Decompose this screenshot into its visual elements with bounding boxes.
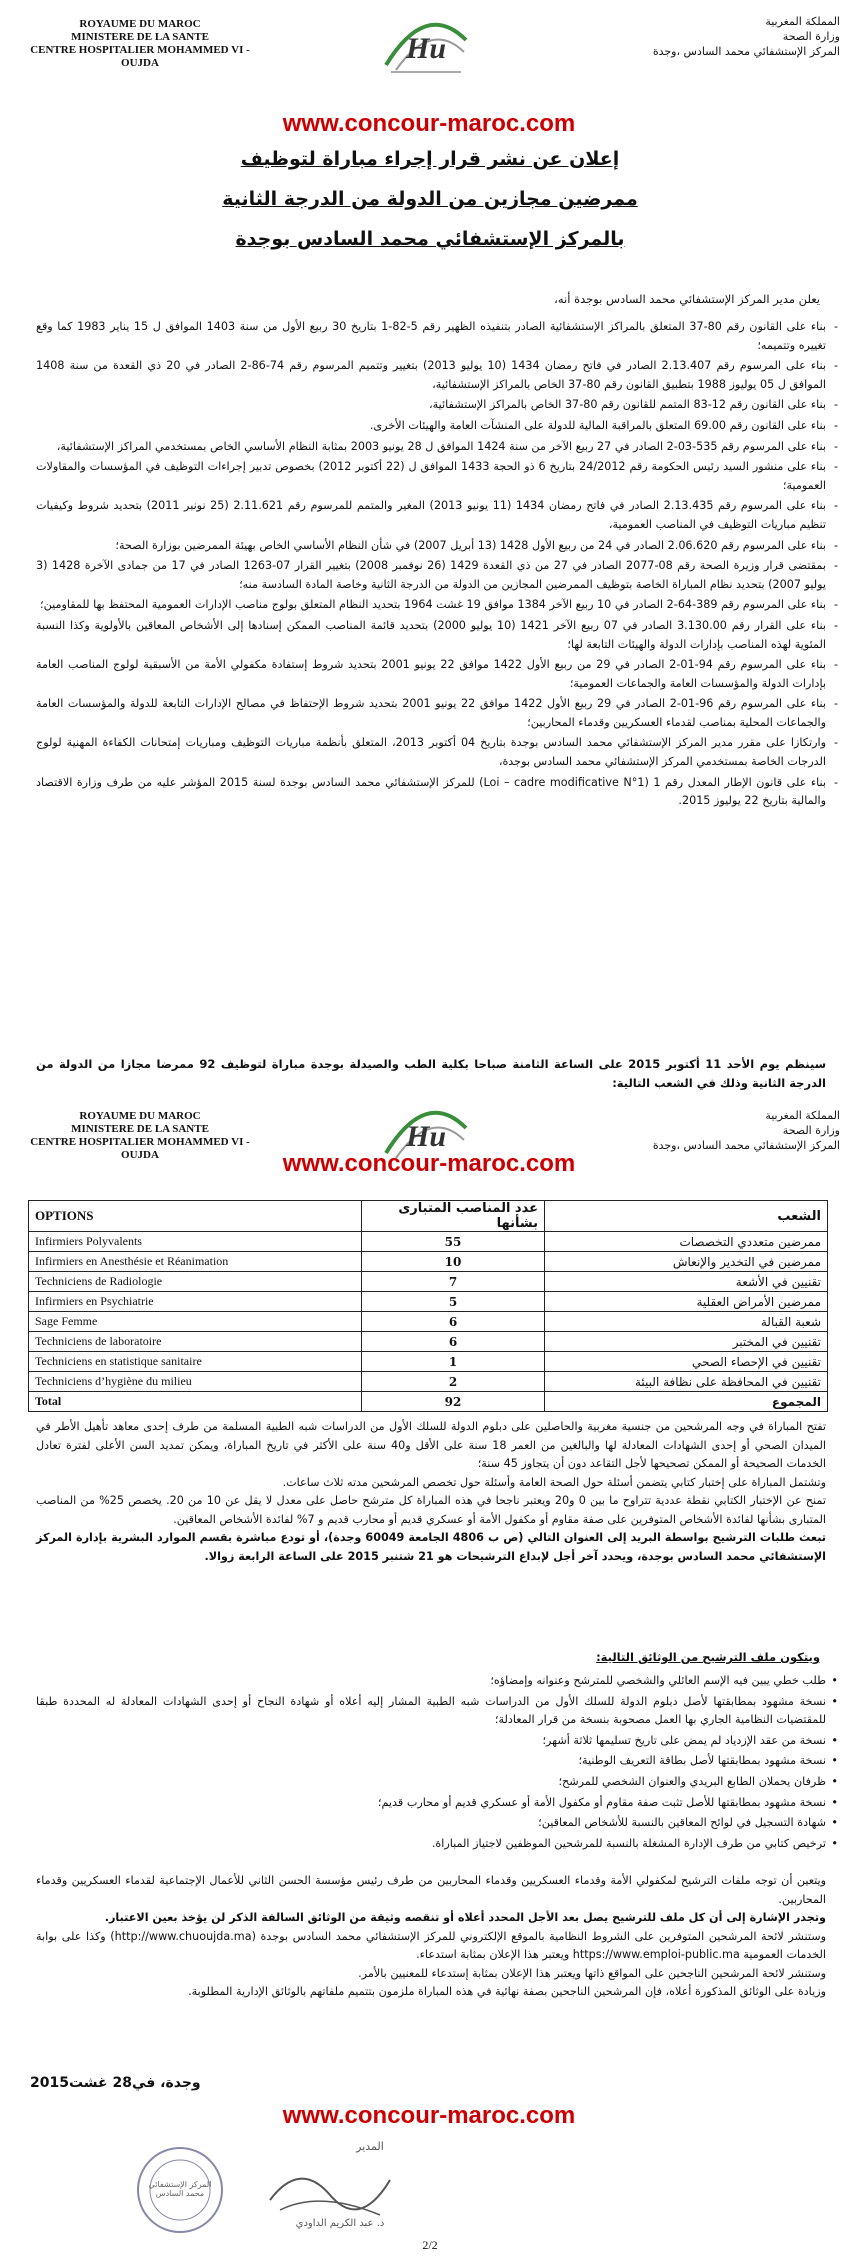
page-number: 2/2 (422, 2238, 438, 2252)
signature-block (120, 2140, 440, 2240)
title-line-1: إعلان عن نشر قرار إجراء مباراة لتوظيف (240, 148, 620, 170)
closing-paragraph: وستنشر لائحة المرشحين المتوفرين على الشروط النظامية بالموقع الإلكتروني للمركز الإستشفائي محمد السادس بوجدة (http://www.chuoujda.ma) وكذا على بوابة الخدمات العمومية https://www.emploi-public.ma ويعتبر هذا الإعلان بمثابة استدعاء. (36, 1929, 827, 1961)
option-cell: Infirmiers en Anesthésie et Réanimation (29, 1252, 362, 1272)
count-cell: 7 (362, 1272, 545, 1292)
branch-cell: شعبة القبالة (545, 1312, 828, 1332)
legal-basis-item: - بمقتضى قرار وزيرة الصحة رقم 08-2077 الصادر في 27 من ذي القعدة 1429 (26 نوفمبر 2008) بتغيير القرار 07-1263 الصادر في 17 من جمادى الآخرة 1428 (3 يوليو 2007) بتحديد نظام المباراة الخاصة بتوظيف الممرضين المجازين من الدولة من الدرجة الثانية وخاصة المادة السادسة منه؛ (36, 557, 826, 594)
header-ar-line: المملكة المغربية (765, 15, 840, 28)
header-ar-line: وزارة الصحة (782, 30, 840, 43)
closing-paragraph: وتجدر الإشارة إلى أن كل ملف للترشيح يصل بعد الأجل المحدد أعلاه أو تنقصه وثيقة من الوثائق السالفة الذكر لن يؤخذ بعين الاعتبار. (104, 1911, 826, 1924)
legal-basis-item: - بناء على القانون رقم 12-83 المتمم للقانون رقم 80-37 الخاص بالمراكز الإستشفائية، (36, 396, 826, 415)
option-cell: Techniciens en statistique sanitaire (29, 1352, 362, 1372)
title-line-3: بالمركز الإستشفائي محمد السادس بوجدة (235, 228, 625, 250)
count-cell: 10 (362, 1252, 545, 1272)
option-cell: Infirmiers en Psychiatrie (29, 1292, 362, 1312)
option-cell: Techniciens d’hygiène du milieu (29, 1372, 362, 1392)
header-fr-line: ROYAUME DU MAROC (79, 1110, 201, 1122)
closing-paragraph: ويتعين أن توجه ملفات الترشيح لمكفولي الأمة وقدماء العسكريين وقدماء المحاربين من طرف رئيس مؤسسة الحسن الثاني للأعمال الإجتماعية لقدماء العسكريين وقدماء المحاربين. (36, 1874, 826, 1906)
dossier-item: • نسخة مشهود بمطابقتها للأصل تثبت صفة مقاوم أو مكفول الأمة أو عسكري قديم أو محارب قديم؛ (36, 1794, 826, 1813)
legal-basis-item: - بناء على المرسوم رقم 389-64-2 الصادر في 10 ربيع الآخر 1384 موافق 19 غشت 1964 بتحديد النظام المتعلق بولوج مناصب الإدارات العمومية المحتفظ بها للمقاومين؛ (36, 596, 826, 615)
legal-basis-item: - بناء على المرسوم رقم 2.13.407 الصادر في فاتح رمضان 1434 (10 يوليو 2013) بتغيير وتتميم المرسوم رقم 74-86-2 الصادر في 20 ذي القعدة من سنة 1408 الموافق ل 05 يوليوز 1988 بتطبيق القانون رقم 80-37 الخاص بالمراكز الإستشفائية، (36, 357, 826, 394)
table-row (29, 1372, 828, 1392)
col-count-header: عدد المناصب المتبارى بشأنها (362, 1201, 545, 1232)
count-cell: 6 (362, 1312, 545, 1332)
branch-cell: تقنيين في المحافظة على نظافة البيئة (545, 1372, 828, 1392)
dossier-list (36, 1672, 842, 1855)
table-total-row (29, 1392, 828, 1412)
table-row (29, 1232, 828, 1252)
header-fr-line: MINISTERE DE LA SANTE (71, 1123, 209, 1135)
legal-basis-item: - بناء على منشور السيد رئيس الحكومة رقم 24/2012 بتاريخ 6 ذو الحجة 1433 الموافق ل (22 أكتوبر 2012) بخصوص تدبير إجراءات التوظيف في المؤسسات والمقاولات العمومية؛ (36, 458, 826, 495)
count-cell: 6 (362, 1332, 545, 1352)
positions-table (28, 1200, 828, 1412)
dossier-item: • نسخة مشهود بمطابقتها لأصل دبلوم الدولة للسلك الأول من الدراسات شبه الطبية المشار إليه أعلاه أو شهادة النجاح أو إحدى الشهادات المعادلة له المحددة طبقا للمقتضيات النظامية الجاري بها العمل مصحوبة بنسخة من قرار المعادلة؛ (36, 1693, 826, 1730)
count-cell: 2 (362, 1372, 545, 1392)
legal-basis-item: - وارتكازا على مقرر مدير المركز الإستشفائي محمد السادس بوجدة بتاريخ 04 أكتوبر 2013، المتعلق بأنظمة مباريات التوظيف ومباريات إمتحانات الكفاءة المهنية لولوج الدرجات الخاصة بمستخدمي المركز الإستشفائي محمد السادس بوجدة، (36, 734, 826, 771)
conditions (36, 1418, 826, 1566)
stamp-text: المركز الإستشفائي محمد السادس (148, 2180, 212, 2198)
header-fr-line: ROYAUME DU MAROC (79, 18, 201, 30)
header-fr (20, 18, 260, 70)
count-cell: 5 (362, 1292, 545, 1312)
hospital-logo (376, 10, 476, 80)
legal-basis-item: - بناء على القرار رقم 3.130.00 الصادر في 07 ربيع الآخر 1421 (10 يوليو 2000) بتحديد قائمة المناصب الممكن إسنادها إلى الأشخاص المعاقين بالأولوية وكذا النسبة المئوية لهذه المناصب بإدارات الدولة والهيئات التابعة لها؛ (36, 617, 826, 654)
legal-basis-item: - بناء على المرسوم رقم 2.06.620 الصادر في 24 من ربيع الأول 1428 (13 أبريل 2007) في شأن النظام الأساسي الخاص بهيئة الممرضين بوزارة الصحة؛ (36, 537, 826, 556)
header-fr-line: CENTRE HOSPITALIER MOHAMMED VI - OUJDA (30, 1136, 250, 1161)
intro-text: يعلن مدير المركز الإستشفائي محمد السادس بوجدة أنه، (554, 292, 820, 306)
col-options-header: OPTIONS (29, 1201, 362, 1232)
table-row (29, 1332, 828, 1352)
header-ar-line: وزارة الصحة (782, 1124, 840, 1137)
table-row (29, 1352, 828, 1372)
branch-cell: ممرضين متعددي التخصصات (545, 1232, 828, 1252)
option-cell: Techniciens de Radiologie (29, 1272, 362, 1292)
dossier-item: • ظرفان يحملان الطابع البريدي والعنوان الشخصي للمرشح؛ (36, 1773, 826, 1792)
legal-basis-item: - بناء على المرسوم رقم 2.13.435 الصادر في فاتح رمضان 1434 (11 يونيو 2013) المغير والمتمم للمرسوم رقم 2.11.621 (25 نونبر 2011) بتحديد شروط وكيفيات تنظيم مباريات التوظيف في المناصب العمومية، (36, 497, 826, 534)
legal-basis-item: - بناء على القانون رقم 69.00 المتعلق بالمراقبة المالية للدولة على المنشآت العامة والهيئات الأخرى. (36, 417, 826, 436)
table-row (29, 1272, 828, 1292)
count-cell: 55 (362, 1232, 545, 1252)
legal-bases-list (36, 318, 842, 813)
legal-basis-item: - بناء على قانون الإطار المعدل رقم 1 (Loi – cadre modificative N°1) للمركز الإستشفائي محمد السادس بوجدة لسنة 2015 المؤشر عليه من طرف وزارة الاقتصاد والمالية بتاريخ 22 يوليوز 2015. (36, 774, 826, 811)
announcement-text: سينظم يوم الأحد 11 أكتوبر 2015 على الساعة الثامنة صباحا بكلية الطب والصيدلة بوجدة مباراة لتوظيف 92 ممرضا مجازا من الدولة من الدرجة الثانية وذلك في الشعب التالية: (36, 1057, 827, 1090)
header-ar (600, 14, 840, 59)
table-row (29, 1252, 828, 1272)
dossier-item: • نسخة مشهود بمطابقتها لأصل بطاقة التعريف الوطنية؛ (36, 1752, 826, 1771)
count-cell: 1 (362, 1352, 545, 1372)
branch-cell: ممرضين الأمراض العقلية (545, 1292, 828, 1312)
table-row (29, 1292, 828, 1312)
header-ar-line: المملكة المغربية (765, 1109, 840, 1122)
dossier-title: ويتكون ملف الترشيح من الوثائق التالية: (596, 1650, 820, 1664)
legal-basis-item: - بناء على المرسوم رقم 94-01-2 الصادر في 29 من ربيع الأول 1422 موافق 22 يونيو 2001 بتحديد شروط إستفادة مكفولي الأمة من الأسبقية لولوج المناصب العامة بإدارات الدولة والمؤسسات العامة والجماعات العمومية؛ (36, 656, 826, 693)
header-ar-2 (600, 1108, 840, 1153)
header-ar-line: المركز الإستشفائي محمد السادس ،وجدة (652, 1139, 840, 1152)
legal-basis-item: - بناء على القانون رقم 80-37 المتعلق بالمراكز الإستشفائية الصادر بتنفيذه الظهير رقم 5-82-1 بتاريخ 30 ربيع الأول من سنة 1403 الموافق ل 15 يناير 1983 كما وقع تغييره وتتميمه؛ (36, 318, 826, 355)
dossier-item: • ترخيص كتابي من طرف الإدارة المشغلة بالنسبة للمرشحين الموظفين لاجتياز المباراة. (36, 1835, 826, 1854)
site-url-2[interactable]: www.concour-maroc.com (282, 1150, 576, 1177)
table-header-row (29, 1201, 828, 1232)
option-cell: Sage Femme (29, 1312, 362, 1332)
header-fr-line: MINISTERE DE LA SANTE (71, 31, 209, 43)
site-url[interactable]: www.concour-maroc.com (282, 110, 576, 137)
title-line-2: ممرضين مجازين من الدولة من الدرجة الثانية (222, 188, 638, 210)
dossier-item: • نسخة من عقد الإزدياد لم يمض على تاريخ تسليمها ثلاثة أشهر؛ (36, 1732, 826, 1751)
branch-cell: تقنيين في الأشعة (545, 1272, 828, 1292)
branch-cell: تقنيين في المختبر (545, 1332, 828, 1352)
branch-cell: تقنيين في الإحصاء الصحي (545, 1352, 828, 1372)
signature-name: د. عبد الكريم الداودي (295, 2218, 385, 2229)
dossier-item: • شهادة التسجيل في لوائح المعاقين بالنسبة للأشخاص المعاقين؛ (36, 1814, 826, 1833)
condition-paragraph: تمنح عن الإختبار الكتابي نقطة عددية تتراوح ما بين 0 و20 ويعتبر ناجحا في هذه المباراة كل مترشح حاصل على معدل لا يقل عن 10 من 20. يخصص 25% من المناصب المتبارى بشأنها لفائدة الأشخاص المتوفرين على صفة مقاوم أو مكفول الأمة أو عسكري قديم أو محارب قديم و 7% لفائدة الأشخاص المعاقين. (36, 1494, 826, 1526)
date-line: وجدة، في28 غشت2015 (30, 2075, 201, 2091)
site-url-3[interactable]: www.concour-maroc.com (282, 2102, 576, 2129)
legal-basis-item: - بناء على المرسوم رقم 535-03-2 الصادر في 27 ربيع الآخر من سنة 1424 الموافق ل 28 يونيو 2003 بمثابة النظام الأساسي الخاص بمستخدمي المراكز الإستشفائية، (36, 438, 826, 457)
table-row (29, 1312, 828, 1332)
header-fr-line: CENTRE HOSPITALIER MOHAMMED VI - OUJDA (30, 44, 250, 69)
total-label: Total (29, 1392, 362, 1412)
total-count: 92 (362, 1392, 545, 1412)
svg-text:Hu: Hu (405, 32, 447, 65)
condition-paragraph: تبعث طلبات الترشيح بواسطة البريد إلى العنوان التالي (ص ب 4806 الجامعة 60049 وجدة)، أو تودع مباشرة بقسم الموارد البشرية بإدارة المركز الإستشفائي محمد السادس بوجدة، ويحدد آخر أجل لإبداع الترشيحات هو 21 شتنبر 2015 على الساعة الرابعة زوالا. (36, 1531, 826, 1563)
svg-text:Hu: Hu (405, 1120, 447, 1153)
col-branch-header: الشعب (545, 1201, 828, 1232)
closing-paragraph: وستنشر لائحة المرشحين الناجحين على المواقع ذاتها ويعتبر هذا الإعلان بمثابة إستدعاء للمعنيين بالأمر. (358, 1966, 826, 1980)
option-cell: Infirmiers Polyvalents (29, 1232, 362, 1252)
total-branch-label: المجموع (545, 1392, 828, 1412)
signature-title: المدير (356, 2140, 384, 2153)
branch-cell: ممرضين في التخدير والإنعاش (545, 1252, 828, 1272)
legal-basis-item: - بناء على المرسوم رقم 96-01-2 الصادر في 29 ربيع الأول 1422 موافق 22 يونيو 2001 بتحديد شروط الإحتفاظ في مصالح الإدارات التابعة للدولة والمؤسسات العامة والجماعات المحلية بمناصب لقدماء العسكريين وقدماء المحاربين؛ (36, 695, 826, 732)
dossier-item: • طلب خطي يبين فيه الإسم العائلي والشخصي للمترشح وعنوانه وإمضاؤه؛ (36, 1672, 826, 1691)
condition-paragraph: تفتح المباراة في وجه المرشحين من جنسية مغربية والحاصلين على دبلوم الدولة للسلك الأول من الدراسات شبه الطبية المسلمة من طرف إحدى معاهد تأهيل الأطر في الميدان الصحي أو إحدى الشهادات المعادلة لها والبالغين من العمر 18 سنة على الأقل و40 سنة على الأكثر في تاريخ المباراة، ويمكن تمديد السن الأعلى لفترة تعادل الخدمات الصحيحة أو الممكن تصحيحها لأجل التقاعد دون أن يتجاوز 45 سنة؛ (36, 1420, 826, 1470)
option-cell: Techniciens de laboratoire (29, 1332, 362, 1352)
header-ar-line: المركز الإستشفائي محمد السادس ،وجدة (652, 45, 840, 58)
condition-paragraph: وتشتمل المباراة على إختبار كتابي يتضمن أسئلة حول الصحة العامة وأسئلة حول تخصص المرشحين مدته ثلاث ساعات. (282, 1475, 826, 1489)
closing-paragraphs (36, 1872, 826, 2002)
closing-paragraph: وزيادة على الوثائق المذكورة أعلاه، فإن المرشحين الناجحين بصفة نهائية في هذه المباراة ملزمون بتتميم ملفاتهم بالوثائق الإدارية المطلوبة. (188, 1985, 826, 1998)
